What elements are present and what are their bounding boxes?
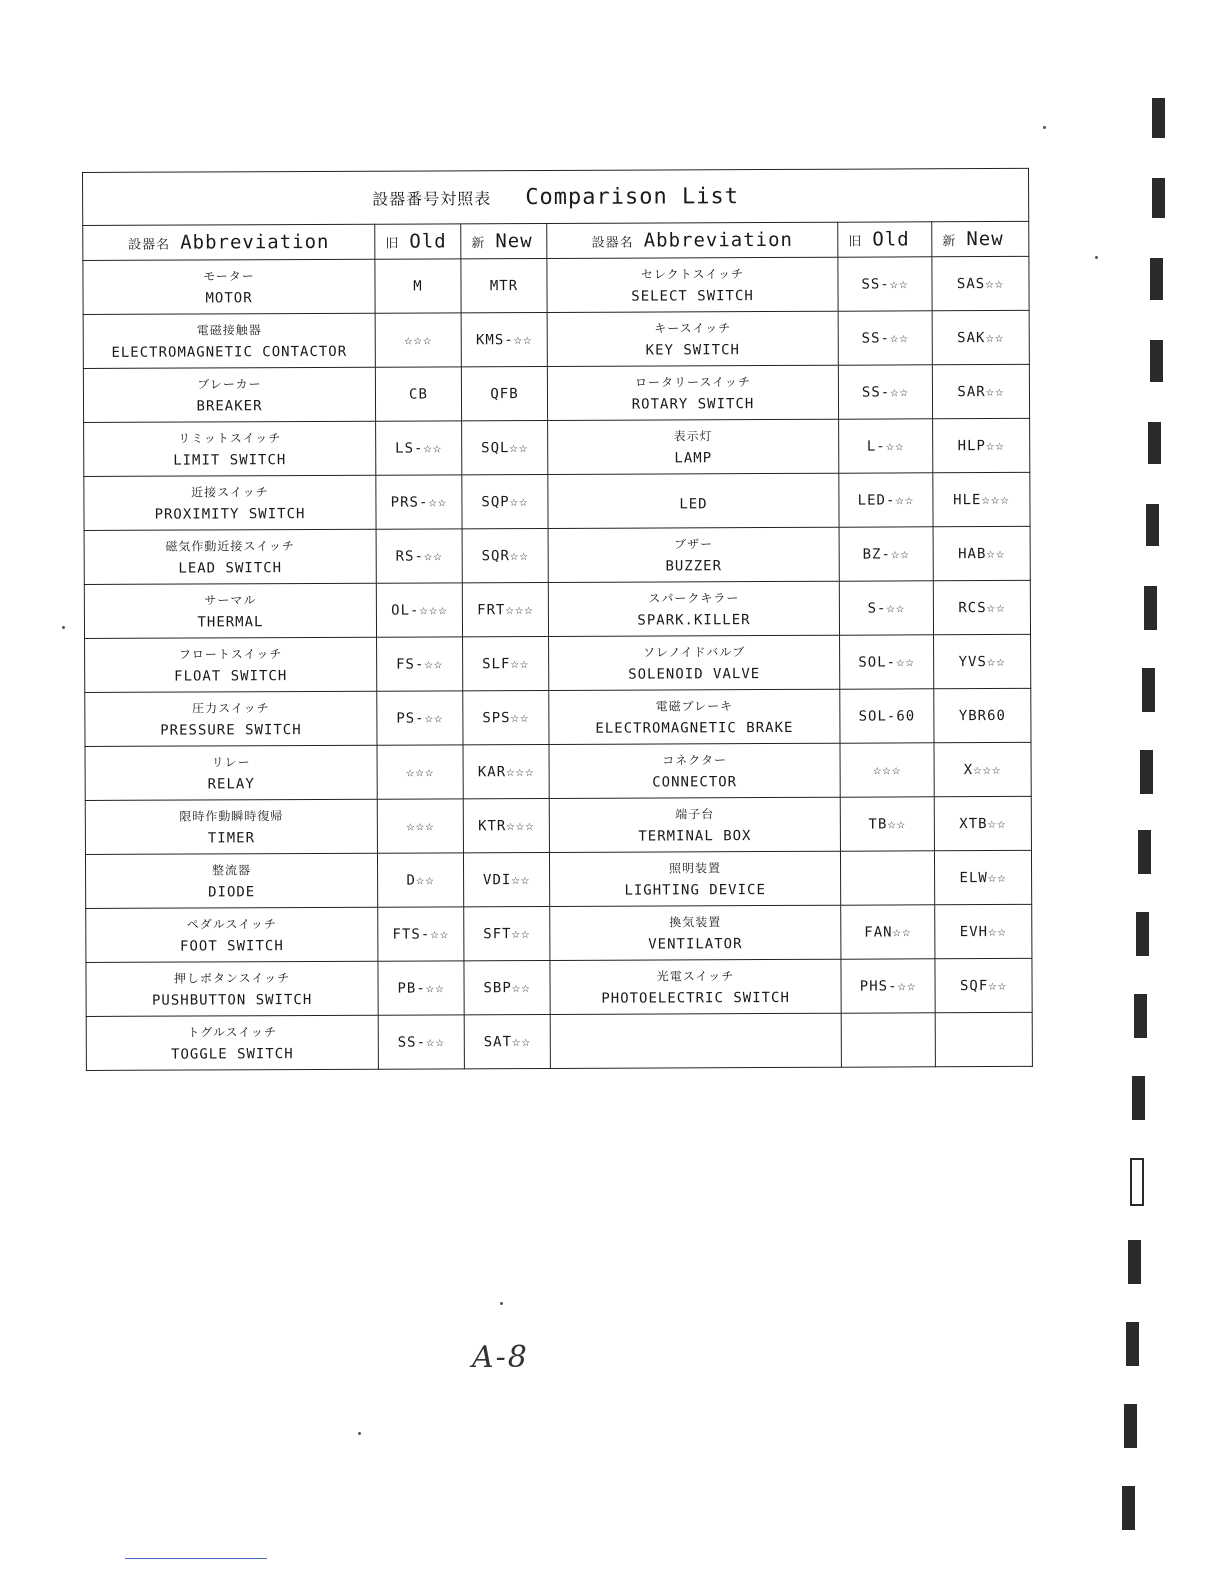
abbreviation-cell <box>83 367 375 422</box>
old-code-cell: SS-☆☆ <box>838 365 932 419</box>
speck <box>62 626 65 629</box>
new-code-cell: SQP☆☆ <box>462 474 548 528</box>
name-en: VENTILATOR <box>648 935 743 953</box>
table-row <box>86 904 1032 962</box>
abbreviation-cell <box>86 961 378 1016</box>
name-en: ROTARY SWITCH <box>631 395 755 413</box>
old-code-cell: SS-☆☆ <box>838 257 932 311</box>
table-row <box>85 850 1031 908</box>
name-jp: リレー <box>211 754 251 769</box>
name-jp: ブザー <box>674 536 714 551</box>
name-jp: セレクトスイッチ <box>640 266 745 282</box>
header-new-en: New <box>966 227 1004 251</box>
name-jp: フロートスイッチ <box>178 646 283 662</box>
new-code-cell: HLP☆☆ <box>933 418 1030 472</box>
binding-mark <box>1124 1404 1137 1448</box>
abbreviation-cell <box>550 1013 841 1068</box>
abbreviation-cell <box>548 527 839 582</box>
old-code-cell: ☆☆☆ <box>377 799 463 853</box>
name-jp: ペダルスイッチ <box>186 916 277 932</box>
new-code-cell: HLE☆☆☆ <box>933 472 1030 526</box>
new-code-cell: ELW☆☆ <box>934 850 1031 904</box>
name-jp: 換気装置 <box>669 914 722 929</box>
binding-marks <box>1110 0 1170 1584</box>
old-code-cell: SS-☆☆ <box>838 311 932 365</box>
name-en: THERMAL <box>197 613 264 631</box>
binding-mark <box>1122 1486 1135 1530</box>
new-code-cell: X☆☆☆ <box>934 742 1031 796</box>
name-jp: 照明装置 <box>668 860 722 875</box>
new-code-cell: KTR☆☆☆ <box>463 798 549 852</box>
binding-mark <box>1152 178 1165 218</box>
old-code-cell: FAN☆☆ <box>841 905 935 959</box>
new-code-cell: RCS☆☆ <box>933 580 1030 634</box>
name-en: BREAKER <box>196 397 263 415</box>
old-code-cell: SOL-☆☆ <box>840 635 934 689</box>
new-code-cell: YVS☆☆ <box>934 634 1031 688</box>
abbreviation-cell <box>85 853 377 908</box>
binding-mark <box>1148 422 1161 464</box>
name-en: FOOT SWITCH <box>179 937 284 955</box>
new-code-cell: SBP☆☆ <box>464 960 550 1014</box>
binding-mark <box>1144 586 1157 630</box>
new-code-cell: MTR <box>461 258 547 312</box>
old-code-cell: SOL-60 <box>840 689 934 743</box>
abbreviation-cell <box>84 421 376 476</box>
new-code-cell: FRT☆☆☆ <box>462 582 548 636</box>
new-code-cell: SQL☆☆ <box>462 420 548 474</box>
table-row <box>86 1012 1032 1070</box>
old-code-cell: BZ-☆☆ <box>839 527 933 581</box>
old-code-cell: FTS-☆☆ <box>378 907 464 961</box>
header-abbr-en: Abbreviation <box>180 230 330 254</box>
new-code-cell: YBR60 <box>934 688 1031 742</box>
name-en: PRESSURE SWITCH <box>160 721 302 739</box>
name-jp: 表示灯 <box>673 428 713 443</box>
abbreviation-cell <box>549 797 840 852</box>
old-code-cell <box>840 851 934 905</box>
abbreviation-cell <box>547 257 838 312</box>
old-code-cell: LED-☆☆ <box>839 473 933 527</box>
abbreviation-cell <box>84 583 376 638</box>
header-new-en: New <box>495 230 533 253</box>
name-jp: キースイッチ <box>654 320 732 336</box>
old-code-cell <box>841 1013 935 1067</box>
new-code-cell <box>935 1012 1032 1066</box>
name-en: TIMER <box>207 829 256 846</box>
name-jp: 光電スイッチ <box>656 968 735 983</box>
old-code-cell: LS-☆☆ <box>376 421 462 475</box>
name-jp: サーマル <box>204 592 257 607</box>
name-en: LEAD SWITCH <box>178 559 283 577</box>
name-jp: リミットスイッチ <box>178 430 282 446</box>
name-jp: 圧力スイッチ <box>192 700 270 716</box>
name-en: PUSHBUTTON SWITCH <box>151 991 313 1009</box>
old-code-cell: S-☆☆ <box>839 581 933 635</box>
name-en: ELECTROMAGNETIC CONTACTOR <box>111 343 348 361</box>
header-old-en: Old <box>409 230 447 253</box>
abbreviation-cell <box>549 743 840 798</box>
name-en: TOGGLE SWITCH <box>171 1045 294 1063</box>
header-new-right <box>932 221 1029 256</box>
header-new-jp: 新 <box>942 234 957 250</box>
abbreviation-cell <box>549 635 840 690</box>
name-en: MOTOR <box>205 289 253 306</box>
table-row <box>83 364 1029 422</box>
table-row <box>84 526 1030 584</box>
binding-mark <box>1130 1158 1144 1206</box>
name-jp: 端子台 <box>675 806 715 821</box>
binding-mark <box>1128 1240 1141 1284</box>
old-code-cell: PB-☆☆ <box>378 961 464 1015</box>
header-new-left <box>461 223 547 258</box>
header-old-en: Old <box>872 228 910 251</box>
name-en: CONNECTOR <box>652 773 738 791</box>
table-title-jp: 設器番号対照表 <box>372 188 492 209</box>
header-abbr-en: Abbreviation <box>643 228 793 252</box>
table-body <box>83 256 1033 1070</box>
old-code-cell: ☆☆☆ <box>375 313 461 367</box>
table-row <box>85 742 1031 800</box>
table-row <box>85 688 1031 746</box>
binding-mark <box>1126 1322 1139 1366</box>
old-code-cell: RS-☆☆ <box>376 529 462 583</box>
old-code-cell: TB☆☆ <box>840 797 934 851</box>
name-jp: スパークキラー <box>648 590 740 606</box>
binding-mark <box>1134 994 1147 1038</box>
header-abbreviation-right <box>547 222 838 258</box>
new-code-cell: KAR☆☆☆ <box>463 744 549 798</box>
new-code-cell: SAT☆☆ <box>464 1014 550 1068</box>
abbreviation-cell <box>84 475 376 530</box>
abbreviation-cell <box>83 259 375 314</box>
abbreviation-cell <box>549 689 840 744</box>
comparison-table <box>82 168 1033 1071</box>
header-old-right <box>838 222 932 257</box>
table-row <box>84 472 1030 530</box>
old-code-cell: M <box>375 259 461 313</box>
abbreviation-cell <box>86 1015 378 1070</box>
name-jp: ブレーカー <box>197 376 262 391</box>
new-code-cell: EVH☆☆ <box>935 904 1032 958</box>
name-jp: 電磁接触器 <box>196 322 262 338</box>
new-code-cell: SAR☆☆ <box>932 364 1029 418</box>
old-code-cell: FS-☆☆ <box>377 637 463 691</box>
name-jp: 磁気作動近接スイッチ <box>165 538 295 554</box>
table-row <box>86 958 1032 1016</box>
header-old-jp: 旧 <box>848 234 863 250</box>
abbreviation-cell <box>547 311 838 366</box>
name-en: TERMINAL BOX <box>638 827 752 845</box>
old-code-cell: L-☆☆ <box>839 419 933 473</box>
abbreviation-cell <box>86 907 378 962</box>
new-code-cell: SLF☆☆ <box>463 636 549 690</box>
abbreviation-cell <box>548 419 839 474</box>
new-code-cell: SQR☆☆ <box>462 528 548 582</box>
abbreviation-cell <box>85 637 377 692</box>
old-code-cell: CB <box>375 367 461 421</box>
name-en: PROXIMITY SWITCH <box>154 505 306 523</box>
table-row <box>84 580 1030 638</box>
old-code-cell: PS-☆☆ <box>377 691 463 745</box>
speck <box>358 1432 361 1435</box>
new-code-cell: QFB <box>461 366 547 420</box>
header-new-jp: 新 <box>471 236 486 252</box>
table-title-en: Comparison List <box>525 183 740 210</box>
binding-mark <box>1146 504 1159 546</box>
name-en: BUZZER <box>665 557 723 574</box>
old-code-cell: PHS-☆☆ <box>841 959 935 1013</box>
binding-mark <box>1142 668 1155 712</box>
new-code-cell: SAK☆☆ <box>932 310 1029 364</box>
old-code-cell: PRS-☆☆ <box>376 475 462 529</box>
name-en: LIMIT SWITCH <box>173 451 287 469</box>
abbreviation-cell <box>550 905 841 960</box>
name-jp: モーター <box>203 268 255 283</box>
name-en: SOLENOID VALVE <box>628 665 761 683</box>
header-old-left <box>375 224 461 259</box>
name-en: LIGHTING DEVICE <box>624 881 766 899</box>
old-code-cell: D☆☆ <box>377 853 463 907</box>
header-abbr-jp: 設器名 <box>591 235 634 251</box>
new-code-cell: SQF☆☆ <box>935 958 1032 1012</box>
old-code-cell: ☆☆☆ <box>377 745 463 799</box>
abbreviation-cell <box>84 529 376 584</box>
abbreviation-cell <box>550 959 841 1014</box>
abbreviation-cell <box>83 313 375 368</box>
bottom-line <box>125 1558 267 1559</box>
table-title <box>83 168 1029 225</box>
table-row <box>83 256 1029 314</box>
binding-mark <box>1140 750 1153 794</box>
page-number: A-8 <box>472 1340 529 1375</box>
name-jp: ロータリースイッチ <box>634 374 751 390</box>
name-en <box>551 1043 841 1044</box>
abbreviation-cell <box>85 745 377 800</box>
name-en: LAMP <box>674 449 713 466</box>
name-en: ELECTROMAGNETIC BRAKE <box>595 719 794 737</box>
name-jp: 整流器 <box>212 862 252 877</box>
name-en: RELAY <box>207 775 255 792</box>
new-code-cell: KMS-☆☆ <box>461 312 547 366</box>
old-code-cell: OL-☆☆☆ <box>376 583 462 637</box>
binding-mark <box>1138 830 1151 874</box>
old-code-cell: ☆☆☆ <box>840 743 934 797</box>
binding-mark <box>1150 340 1163 382</box>
table-row <box>85 634 1031 692</box>
table-row <box>83 310 1029 368</box>
name-jp: 電磁ブレーキ <box>655 698 734 714</box>
name-en: PHOTOELECTRIC SWITCH <box>601 989 790 1007</box>
binding-mark <box>1152 98 1165 138</box>
name-jp <box>551 1037 841 1038</box>
abbreviation-cell <box>548 581 839 636</box>
table-row <box>84 418 1030 476</box>
name-jp: ソレノイドバルブ <box>642 644 746 660</box>
speck <box>1095 256 1098 259</box>
abbreviation-cell <box>85 799 377 854</box>
new-code-cell: VDI☆☆ <box>463 852 549 906</box>
new-code-cell: XTB☆☆ <box>934 796 1031 850</box>
binding-mark <box>1132 1076 1145 1120</box>
new-code-cell: SPS☆☆ <box>463 690 549 744</box>
abbreviation-cell <box>547 365 838 420</box>
abbreviation-cell <box>548 473 839 528</box>
name-jp: コネクター <box>662 752 727 767</box>
name-en: LED <box>679 495 708 512</box>
name-en: SPARK.KILLER <box>637 611 751 629</box>
name-en: KEY SWITCH <box>645 341 740 359</box>
name-jp: 近接スイッチ <box>191 484 269 500</box>
header-old-jp: 旧 <box>385 236 400 252</box>
name-jp: 限時作動瞬時復帰 <box>179 808 284 824</box>
table-row <box>85 796 1031 854</box>
name-en: SELECT SWITCH <box>631 287 754 305</box>
binding-mark <box>1136 912 1149 956</box>
new-code-cell: HAB☆☆ <box>933 526 1030 580</box>
name-en: DIODE <box>208 883 256 900</box>
name-jp: 押しボタンスイッチ <box>173 970 291 986</box>
header-abbreviation-left <box>83 224 375 260</box>
binding-mark <box>1150 258 1163 300</box>
new-code-cell: SFT☆☆ <box>464 906 550 960</box>
abbreviation-cell <box>549 851 840 906</box>
name-jp <box>548 489 838 490</box>
old-code-cell: SS-☆☆ <box>378 1015 464 1069</box>
name-en: FLOAT SWITCH <box>174 667 288 685</box>
name-jp: トグルスイッチ <box>187 1024 278 1040</box>
speck <box>500 1302 503 1305</box>
speck <box>1043 126 1046 129</box>
new-code-cell: SAS☆☆ <box>932 256 1029 310</box>
header-abbr-jp: 設器名 <box>128 237 171 253</box>
abbreviation-cell <box>85 691 377 746</box>
